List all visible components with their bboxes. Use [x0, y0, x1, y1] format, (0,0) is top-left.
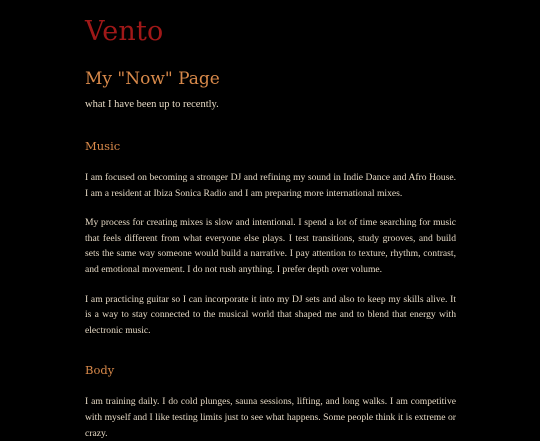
section-heading-music: Music: [85, 139, 121, 153]
music-paragraph: I am focused on becoming a stronger DJ and refining my sound in Indie Dance and Afro House. I am a resident at Ibiza Sonica Radio and I am preparing more international mixes.: [85, 172, 456, 199]
page-subtitle: what I have been up to recently.: [85, 99, 219, 110]
section-body: [85, 362, 456, 441]
music-paragraph: My process for creating mixes is slow and intentional. I spend a lot of time searching for music that feels different from what everyone else plays. I test transitions, study grooves, and build sets the same way someone would build a narrative. I pay attention to texture, rhythm, contrast, and emotional movement. I do not rush anything. I prefer depth over volume.: [85, 217, 456, 275]
section-music: [85, 138, 456, 338]
page-title: My "Now" Page: [85, 69, 220, 89]
body-paragraph: I am training daily. I do cold plunges, sauna sessions, lifting, and long walks. I am competitive with myself and I like testing limits just to see what happens. Some people think it is extreme or crazy.: [85, 396, 456, 439]
site-title[interactable]: Vento: [85, 16, 164, 47]
music-paragraph: I am practicing guitar so I can incorporate it into my DJ sets and also to keep my skills alive. It is a way to stay connected to the musical world that shaped me and to blend that energy with electronic music.: [85, 293, 456, 336]
section-heading-body: Body: [85, 363, 115, 378]
main-content: [85, 14, 456, 441]
